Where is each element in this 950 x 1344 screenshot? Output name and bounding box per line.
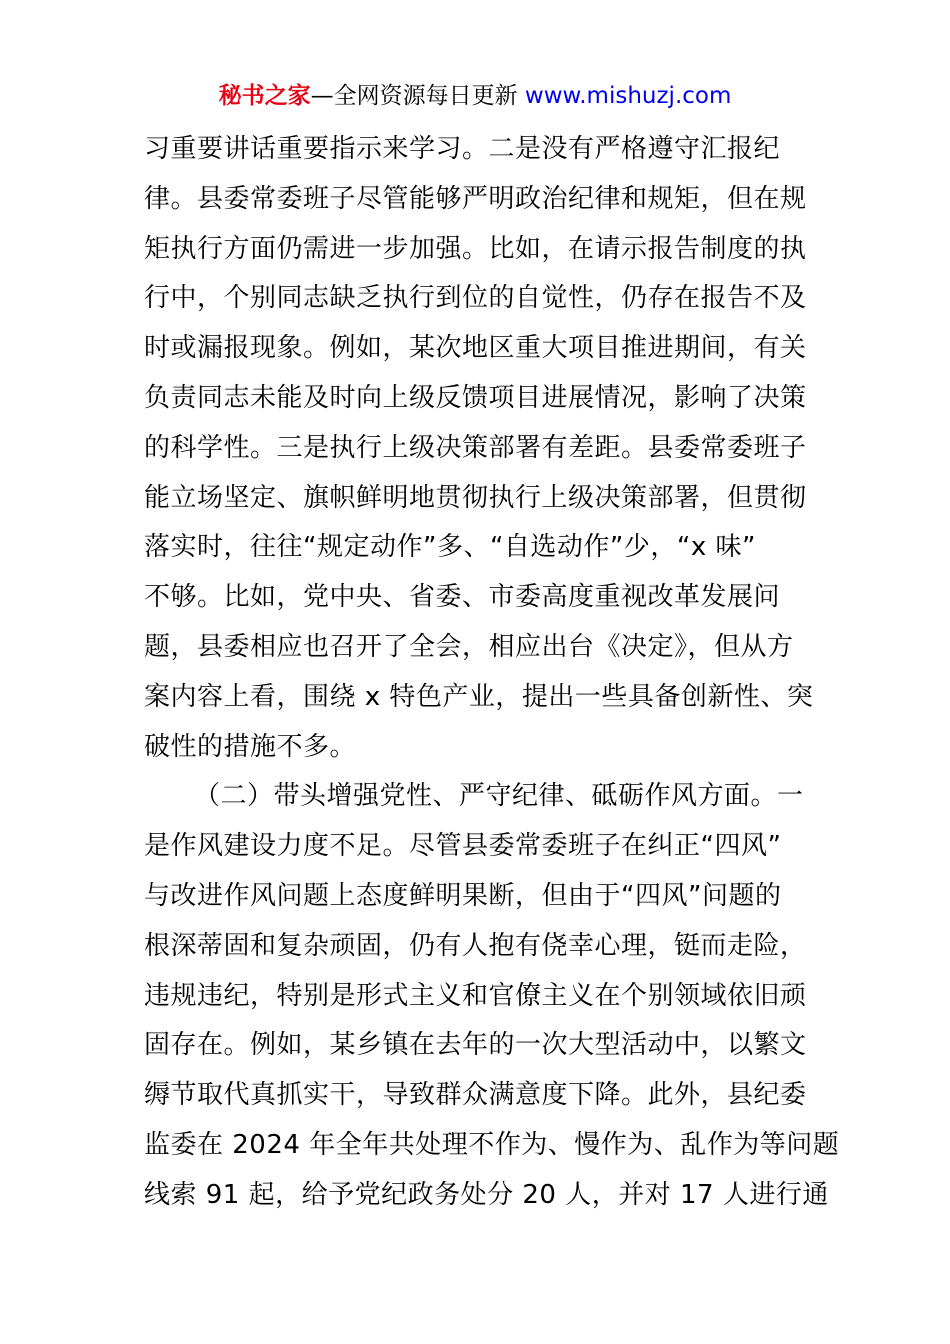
- text-line: 落实时，往往“规定动作”多、“自选动作”少，“x 味”: [144, 532, 756, 563]
- document-body: [144, 125, 840, 1221]
- text-line: 律。县委常委班子尽管能够严明政治纪律和规矩，但在规: [144, 183, 807, 214]
- text-line: 线索 91 起，给予党纪政务处分 20 人，并对 17 人进行通: [144, 1179, 829, 1210]
- text-line: 习重要讲话重要指示来学习。二是没有严格遵守汇报纪: [144, 134, 781, 164]
- section-heading-line: （二）带头增强党性、严守纪律、砥砺作风方面。一: [194, 781, 804, 812]
- text-line: 破性的措施不多。: [144, 731, 357, 762]
- text-line: 违规违纪，特别是形式主义和官僚主义在个别领域依旧顽: [144, 980, 807, 1011]
- site-header: [0, 80, 950, 112]
- text-line: 缛节取代真抓实干，导致群众满意度下降。此外，县纪委: [144, 1080, 807, 1111]
- text-line: 题，县委相应也召开了全会，相应出台《决定》，但从方: [144, 631, 794, 662]
- site-brand: 秘书之家: [218, 83, 311, 109]
- text-line: 不够。比如，党中央、省委、市委高度重视改革发展问: [144, 582, 781, 613]
- site-tagline: —全网资源每日更新: [310, 83, 525, 109]
- text-line: 负责同志未能及时向上级反馈项目进展情况，影响了决策: [144, 382, 807, 413]
- text-line: 根深蒂固和复杂顽固，仍有人抱有侥幸心理，铤而走险，: [144, 930, 807, 961]
- text-line: 是作风建设力度不足。尽管县委常委班子在纠正“四风”: [144, 831, 782, 862]
- text-line: 行中，个别同志缺乏执行到位的自觉性，仍存在报告不及: [144, 283, 807, 314]
- text-line: 能立场坚定、旗帜鲜明地贯彻执行上级决策部署，但贯彻: [144, 482, 807, 513]
- text-line: 与改进作风问题上态度鲜明果断，但由于“四风”问题的: [144, 880, 782, 911]
- text-line: 的科学性。三是执行上级决策部署有差距。县委常委班子: [144, 432, 807, 463]
- text-line: 案内容上看，围绕 x 特色产业，提出一些具备创新性、突: [144, 681, 814, 712]
- text-line: 时或漏报现象。例如，某次地区重大项目推进期间，有关: [144, 333, 807, 364]
- text-line: 固存在。例如，某乡镇在去年的一次大型活动中，以繁文: [144, 1030, 807, 1061]
- text-line: 监委在 2024 年全年共处理不作为、慢作为、乱作为等问题: [144, 1129, 840, 1160]
- site-url-link[interactable]: www.mishuzj.com: [524, 83, 732, 109]
- text-line: 矩执行方面仍需进一步加强。比如，在请示报告制度的执: [144, 233, 807, 264]
